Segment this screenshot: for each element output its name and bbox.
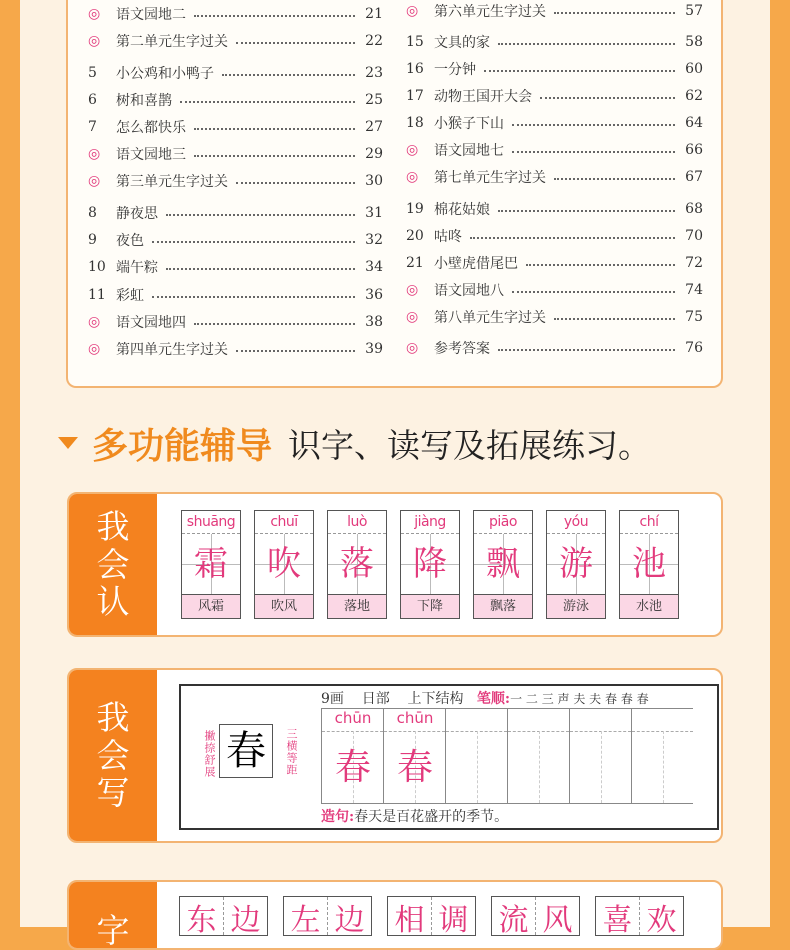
practice-cell[interactable]	[569, 708, 631, 804]
toc-leader	[512, 124, 675, 126]
character: 落	[328, 534, 386, 594]
toc-title: 静夜思	[116, 206, 158, 222]
practice-grid	[321, 708, 713, 804]
practice-cell[interactable]	[445, 708, 507, 804]
char-card	[400, 510, 460, 619]
toc-page: 68	[685, 201, 703, 217]
toc-number: 6	[88, 92, 97, 108]
toc-page: 23	[365, 65, 383, 81]
char-card	[619, 510, 679, 619]
toc-title: 小壁虎借尾巴	[434, 256, 518, 272]
toc-item	[88, 89, 383, 111]
bullet-icon: ◎	[406, 282, 419, 298]
toc-page: 57	[685, 3, 703, 19]
toc-page: 22	[365, 33, 383, 49]
toc-title: 语文园地八	[434, 283, 504, 299]
toc-item	[406, 31, 703, 53]
toc-page: 58	[685, 34, 703, 50]
bullet-icon: ◎	[406, 142, 419, 158]
practice-cell[interactable]	[383, 708, 445, 804]
toc-leader	[194, 323, 355, 325]
toc-leader	[484, 70, 675, 72]
bullet-icon: ◎	[406, 3, 419, 19]
toc-leader	[194, 155, 355, 157]
toc-number: 5	[88, 65, 97, 81]
character: 吹	[255, 534, 313, 594]
toc-title: 第四单元生字过关	[116, 342, 228, 358]
toc-page: 67	[685, 169, 703, 185]
toc-item	[88, 202, 383, 224]
left-note: 撇捺舒展	[203, 730, 216, 778]
toc-title: 第六单元生字过关	[434, 4, 546, 20]
toc-page: 25	[365, 92, 383, 108]
toc-title: 怎么都快乐	[116, 120, 186, 136]
toc-item	[406, 198, 703, 220]
toc-item	[88, 62, 383, 84]
stroke-order: 一 二 三 声 夫 夫 春 春 春	[510, 692, 649, 706]
character: 池	[620, 534, 678, 594]
toc-leader	[512, 291, 675, 293]
practice-character: 春	[396, 747, 433, 788]
table-of-contents	[66, 0, 723, 388]
word-character: 风	[542, 903, 573, 938]
toc-item	[88, 3, 383, 25]
practice-cell[interactable]	[631, 708, 693, 804]
label-char: 会	[96, 735, 130, 775]
toc-leader	[166, 268, 355, 270]
toc-title: 小猴子下山	[434, 116, 504, 132]
word-character: 喜	[596, 897, 640, 935]
toc-item	[88, 338, 383, 360]
toc-title: 彩虹	[116, 288, 144, 304]
toc-title: 语文园地七	[434, 143, 504, 159]
heading-sub: 识字、读写及拓展练习。	[288, 425, 652, 465]
pinyin: luò	[328, 511, 386, 534]
section-heading	[58, 418, 651, 468]
word: 吹风	[255, 594, 313, 618]
label-char: 会	[96, 544, 130, 584]
toc-page: 34	[365, 259, 383, 275]
toc-title: 第八单元生字过关	[434, 310, 546, 326]
toc-title: 语文园地二	[116, 7, 186, 23]
toc-number: 18	[406, 115, 424, 131]
bullet-icon: ◎	[406, 340, 419, 356]
toc-title: 文具的家	[434, 35, 490, 51]
words-label: 字	[69, 882, 157, 948]
char-card	[546, 510, 606, 619]
bullet-icon: ◎	[406, 309, 419, 325]
word-character: 调	[438, 903, 469, 938]
toc-item	[406, 252, 703, 274]
toc-page: 60	[685, 61, 703, 77]
toc-title: 夜色	[116, 233, 144, 249]
character: 降	[401, 534, 459, 594]
pinyin: jiàng	[401, 511, 459, 534]
toc-title: 小公鸡和小鸭子	[116, 66, 214, 82]
practice-cell[interactable]	[321, 708, 383, 804]
toc-leader	[152, 241, 355, 243]
word-character: 欢	[646, 903, 677, 938]
bullet-icon: ◎	[88, 341, 101, 357]
toc-leader	[222, 74, 355, 76]
toc-item	[406, 225, 703, 247]
toc-title: 棉花姑娘	[434, 202, 490, 218]
bullet-icon: ◎	[88, 173, 101, 189]
bullet-icon: ◎	[88, 314, 101, 330]
toc-page: 32	[365, 232, 383, 248]
heading-main: 多功能辅导	[92, 425, 273, 467]
toc-leader	[526, 264, 675, 266]
practice-character: 春	[334, 747, 371, 788]
write-box	[179, 684, 719, 830]
triangle-icon	[58, 437, 78, 449]
toc-number: 19	[406, 201, 424, 217]
toc-leader	[498, 43, 675, 45]
toc-title: 一分钟	[434, 62, 476, 78]
toc-number: 8	[88, 205, 97, 221]
toc-page: 29	[365, 146, 383, 162]
toc-number: 9	[88, 232, 97, 248]
toc-title: 端午粽	[116, 260, 158, 276]
toc-title: 第二单元生字过关	[116, 34, 228, 50]
toc-number: 10	[88, 259, 106, 275]
right-note: 三横等距	[285, 728, 298, 776]
toc-number: 11	[88, 287, 106, 303]
toc-item	[88, 143, 383, 165]
practice-pinyin: chūn	[396, 709, 434, 727]
toc-number: 15	[406, 34, 424, 50]
word: 水池	[620, 594, 678, 618]
word-character: 边	[334, 903, 365, 938]
char-card	[181, 510, 241, 619]
toc-page: 70	[685, 228, 703, 244]
toc-item	[88, 284, 383, 306]
recognize-label	[69, 494, 157, 635]
pinyin: shuāng	[182, 511, 240, 534]
toc-item	[88, 256, 383, 278]
toc-leader	[498, 210, 675, 212]
word: 下降	[401, 594, 459, 618]
toc-item	[406, 337, 703, 359]
toc-page: 66	[685, 142, 703, 158]
toc-leader	[498, 349, 675, 351]
example-sentence: 造句:春天是百花盛开的季节。	[321, 809, 509, 825]
toc-number: 16	[406, 61, 424, 77]
toc-item	[88, 229, 383, 251]
toc-number: 20	[406, 228, 424, 244]
toc-leader	[540, 97, 675, 99]
toc-page: 72	[685, 255, 703, 271]
word-card	[491, 896, 580, 936]
word-character: 相	[388, 897, 432, 935]
toc-title: 咕咚	[434, 229, 462, 245]
toc-item	[88, 30, 383, 52]
toc-page: 27	[365, 119, 383, 135]
write-label	[69, 670, 157, 841]
word-card	[179, 896, 268, 936]
label-char: 写	[96, 773, 130, 813]
toc-page: 38	[365, 314, 383, 330]
toc-number: 21	[406, 255, 424, 271]
pinyin: chuī	[255, 511, 313, 534]
word-card	[595, 896, 684, 936]
toc-item	[406, 139, 703, 161]
toc-leader	[236, 42, 355, 44]
toc-page: 30	[365, 173, 383, 189]
character: 霜	[182, 534, 240, 594]
word-character: 流	[492, 897, 536, 935]
word: 飘落	[474, 594, 532, 618]
toc-item	[406, 112, 703, 134]
word: 游泳	[547, 594, 605, 618]
toc-title: 第三单元生字过关	[116, 174, 228, 190]
toc-leader	[194, 15, 355, 17]
toc-item	[406, 166, 703, 188]
toc-title: 语文园地四	[116, 315, 186, 331]
toc-leader	[470, 237, 675, 239]
practice-pinyin: chūn	[334, 709, 372, 727]
char-card	[254, 510, 314, 619]
toc-item	[406, 58, 703, 80]
bullet-icon: ◎	[88, 33, 101, 49]
write-panel	[67, 668, 723, 843]
toc-leader	[554, 178, 675, 180]
toc-page: 39	[365, 341, 383, 357]
toc-item	[406, 306, 703, 328]
toc-leader	[194, 128, 355, 130]
toc-leader	[152, 296, 355, 298]
word: 落地	[328, 594, 386, 618]
toc-leader	[180, 101, 355, 103]
model-character: 春	[219, 724, 273, 778]
char-card	[327, 510, 387, 619]
toc-item	[406, 85, 703, 107]
toc-page: 76	[685, 340, 703, 356]
toc-title: 参考答案	[434, 341, 490, 357]
toc-page: 74	[685, 282, 703, 298]
word-character: 左	[284, 897, 328, 935]
character: 游	[547, 534, 605, 594]
toc-item	[406, 279, 703, 301]
toc-leader	[554, 12, 675, 14]
toc-leader	[512, 151, 675, 153]
toc-item	[88, 170, 383, 192]
toc-title: 语文园地三	[116, 147, 186, 163]
bullet-icon: ◎	[88, 146, 101, 162]
bullet-icon: ◎	[406, 169, 419, 185]
word-character: 东	[180, 897, 224, 935]
pinyin: piāo	[474, 511, 532, 534]
word-card	[283, 896, 372, 936]
toc-item	[88, 311, 383, 333]
label-char: 我	[96, 506, 130, 546]
bullet-icon: ◎	[88, 6, 101, 22]
pinyin: yóu	[547, 511, 605, 534]
toc-leader	[554, 318, 675, 320]
practice-cell[interactable]	[507, 708, 569, 804]
toc-title: 第七单元生字过关	[434, 170, 546, 186]
label-char: 我	[96, 697, 130, 737]
word: 风霜	[182, 594, 240, 618]
label-char: 认	[96, 582, 130, 622]
toc-leader	[236, 182, 355, 184]
recognize-panel	[67, 492, 723, 637]
toc-number: 7	[88, 119, 97, 135]
words-panel	[67, 880, 723, 950]
toc-page: 75	[685, 309, 703, 325]
word-character: 边	[230, 903, 261, 938]
word-card	[387, 896, 476, 936]
toc-number: 17	[406, 88, 424, 104]
toc-leader	[166, 214, 355, 216]
toc-item	[406, 0, 703, 22]
toc-page: 64	[685, 115, 703, 131]
char-card	[473, 510, 533, 619]
toc-page: 21	[365, 6, 383, 22]
toc-item	[88, 116, 383, 138]
pinyin: chí	[620, 511, 678, 534]
toc-leader	[236, 350, 355, 352]
toc-page: 36	[365, 287, 383, 303]
toc-page: 62	[685, 88, 703, 104]
character: 飘	[474, 534, 532, 594]
toc-title: 树和喜鹊	[116, 93, 172, 109]
toc-title: 动物王国开大会	[434, 89, 532, 105]
char-info: 9画 日部 上下结构 笔顺:一 二 三 声 夫 夫 春 春 春	[321, 691, 649, 707]
toc-page: 31	[365, 205, 383, 221]
